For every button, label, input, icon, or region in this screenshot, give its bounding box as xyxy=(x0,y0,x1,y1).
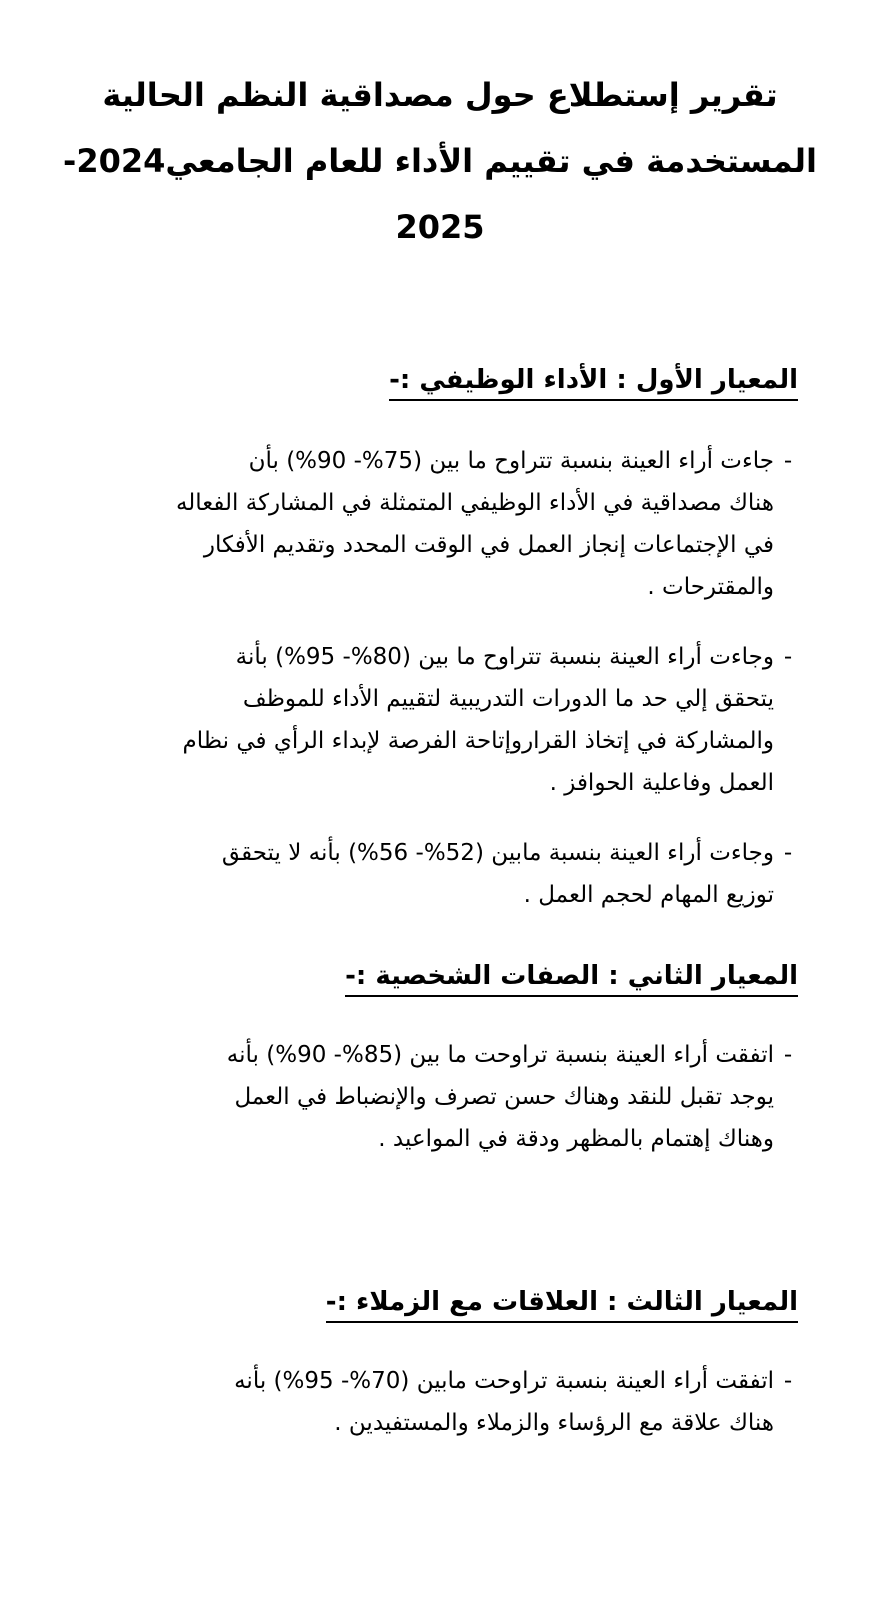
section-heading-text: المعيار الثاني : الصفات الشخصية :- xyxy=(345,958,798,997)
bullet-text: اتفقت أراء العينة بنسبة تراوحت ما بين (85%- 90%) بأنه xyxy=(226,1042,774,1068)
bullet-line: العمل وفاعلية الحوافز . xyxy=(549,770,774,796)
section-heading-text: المعيار الأول : الأداء الوظيفي :- xyxy=(389,362,798,401)
bullet-line: يوجد تقبل للنقد وهناك حسن تصرف والإنضباط في العمل xyxy=(234,1084,774,1110)
bullet-item xyxy=(176,440,802,608)
bullet-marker: - xyxy=(783,644,793,670)
bullet-marker: - xyxy=(783,1042,793,1068)
bullet-line xyxy=(234,1360,802,1402)
bullet-line xyxy=(222,832,802,874)
bullet-line: وهناك إهتمام بالمظهر ودقة في المواعيد . xyxy=(378,1126,774,1152)
section-heading-3 xyxy=(326,1284,798,1323)
bullet-text: اتفقت أراء العينة بنسبة تراوحت مابين (70%- 95%) بأنه xyxy=(234,1368,774,1394)
bullet-line: والمشاركة في إتخاذ القراروإتاحة الفرصة لإبداء الرأي في نظام xyxy=(182,728,774,754)
title-line: المستخدمة في تقييم الأداء للعام الجامعي2024- xyxy=(63,142,817,180)
bullet-line xyxy=(227,1034,802,1076)
bullet-line xyxy=(183,636,802,678)
bullet-item xyxy=(227,1034,802,1160)
section-heading-text: المعيار الثالث : العلاقات مع الزملاء :- xyxy=(326,1284,798,1323)
bullet-line: والمقترحات . xyxy=(647,574,774,600)
bullet-text: وجاءت أراء العينة بنسبة مابين (52%- 56%) بأنه لا يتحقق xyxy=(221,840,774,866)
bullet-line: هناك علاقة مع الرؤساء والزملاء والمستفيدين . xyxy=(334,1410,774,1436)
section-heading-2 xyxy=(345,958,798,997)
bullet-item xyxy=(183,636,802,804)
bullet-item xyxy=(234,1360,802,1444)
bullet-marker: - xyxy=(783,1368,793,1394)
section-heading-1 xyxy=(389,362,798,401)
bullet-text: وجاءت أراء العينة بنسبة تتراوح ما بين (80%- 95%) بأنة xyxy=(235,644,774,670)
bullet-marker: - xyxy=(783,448,793,474)
report-title xyxy=(60,62,820,260)
bullet-marker: - xyxy=(783,840,793,866)
title-line: تقرير إستطلاع حول مصداقية النظم الحالية xyxy=(102,76,778,114)
bullet-line: هناك مصداقية في الأداء الوظيفي المتمثلة في المشاركة الفعاله xyxy=(175,490,774,516)
bullet-line xyxy=(176,440,802,482)
bullet-item xyxy=(222,832,802,916)
bullet-line: يتحقق إلي حد ما الدورات التدريبية لتقييم الأداء للموظف xyxy=(242,686,774,712)
bullet-text: جاءت أراء العينة بنسبة تتراوح ما بين (75%- 90%) بأن xyxy=(248,448,774,474)
title-line: 2025 xyxy=(395,208,485,246)
bullet-line: في الإجتماعات إنجاز العمل في الوقت المحدد وتقديم الأفكار xyxy=(203,532,774,558)
bullet-line: توزيع المهام لحجم العمل . xyxy=(523,882,774,908)
